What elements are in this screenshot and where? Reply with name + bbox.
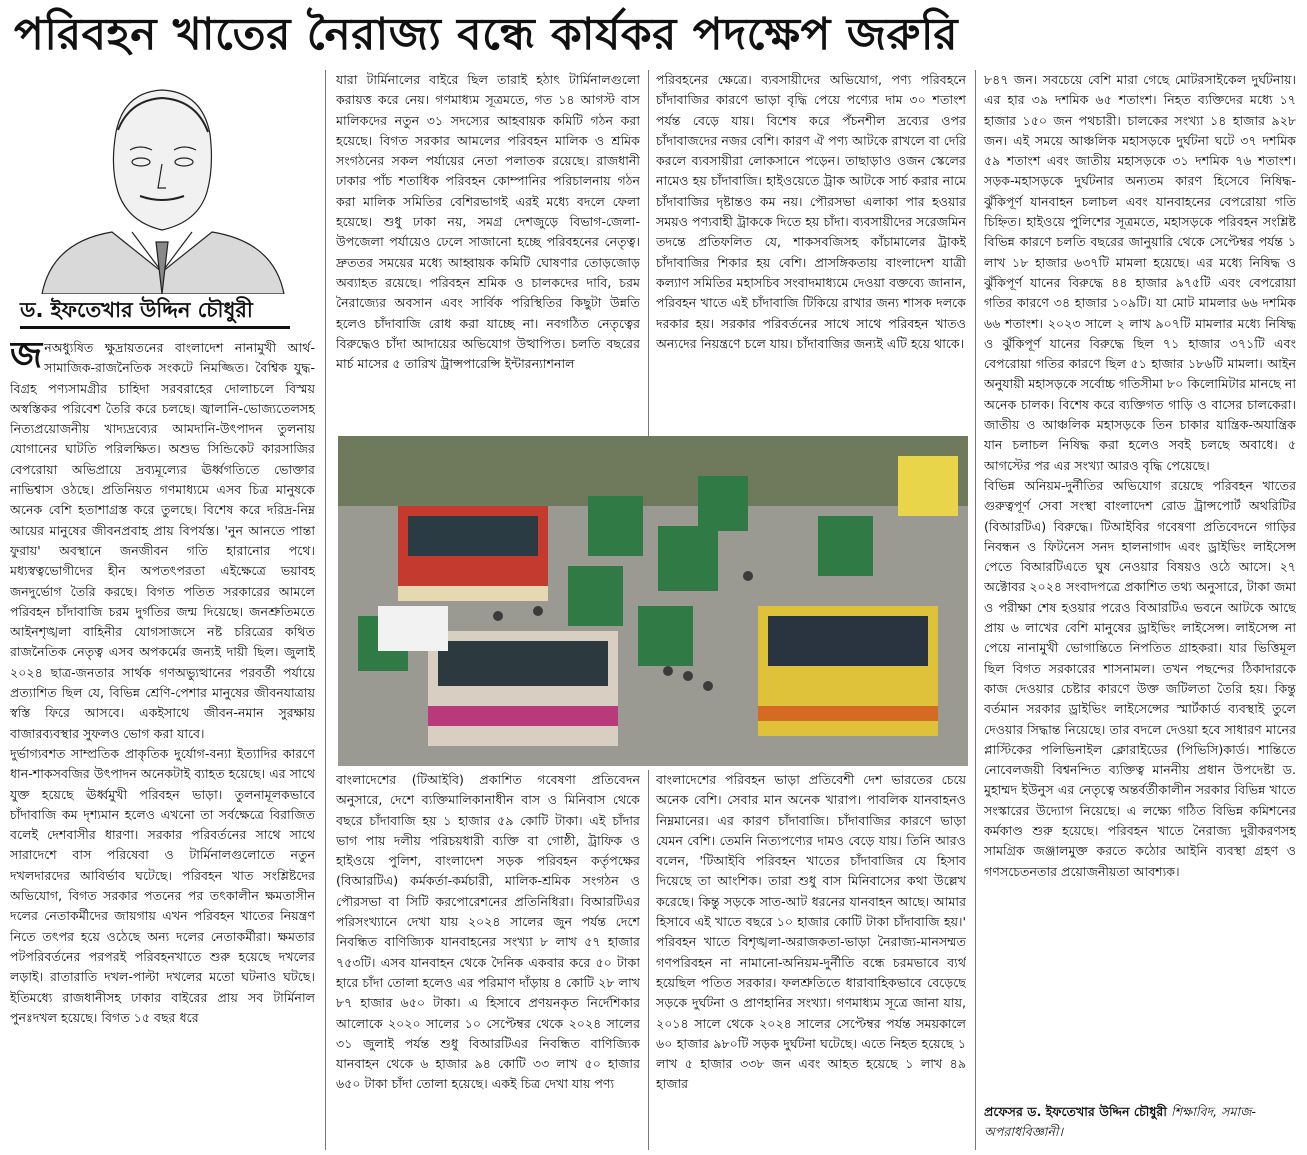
traffic-jam-photo [338, 436, 968, 766]
column-2-bottom [336, 770, 640, 1150]
paragraph-text: নঅধ্যুষিত ক্ষুদ্রায়তনের বাংলাদেশ নানামুখী আর্থ-সামাজিক-রাজনৈতিক সংকটে নিমজ্জিত। বৈশ্বিক যুদ্ধ-বিগ্রহ পণ্যসামগ্রীর চাহিদা সরবরাহের দোলাচলে বিস্ময় অস্বস্তিকর পরিবেশ তৈরি করে চলছে। জ্বালানি-ভোজ্যতেলসহ নিত্যপ্রয়োজনীয় খাদ্যদ্রব্যের আমদানি-উৎপাদন তুলনায় যোগানের ঘাটতি পরিলক্ষিত। অশুভ সিন্ডিকেট কারসাজির বেপরোয়া অভিপ্রায়ে দ্রব্যমূল্যের ঊর্ধ্বগতিতে ভোক্তার নাভিশ্বাস ওঠছে। প্রতিনিয়ত গণমাধ্যমে এসব চিত্র মানুষকে অনেক বেশি হতাশাগ্রস্ত করে তুলছে। বিশেষ করে দরিদ্র-নিম্ন আয়ের মানুষের জীবনপ্রবাহ প্রায় বিপর্যস্ত। 'নুন আনতে পান্তা ফুরায়' অবস্থানে জনজীবন গতি হারানোর পথে। মধ্যস্বত্বভোগীদের হীন অপতৎপরতা এইক্ষেত্রে ভয়াবহ জনদুর্ভোগ তৈরি করছে। বিগত পতিত সরকারের আমলে পরিবহন চাঁদাবাজি চরম দুর্গতির জন্ম দিয়েছে। জনশ্রুতিমতে আইনশৃঙ্খলা বাহিনীর যোগসাজসে নষ্ট চরিত্রের কথিত রাজনৈতিক নেতৃত্ব এসব অপকর্মের জন্যই দায়ী ছিল। জুলাই ২০২৪ ছাত্র-জনতার সার্থক গণঅভ্যুত্থানের পরবর্তী পর্যায়ে প্রত্যাশিত ছিল যে, বিভিন্ন শ্রেণি-পেশার মানুষের জীবনযাত্রায় স্বস্তি ফিরে আসবে। একইসাথে জীবন-নমান সুরক্ষায় বাজারব্যবস্থার সুফলও ভোগ করা যাবে। [10, 340, 315, 741]
column-3-bottom [656, 770, 966, 1150]
bus [398, 506, 548, 601]
author-signature [984, 1102, 1296, 1142]
dropcap: জ [10, 338, 43, 376]
author-byline: ড. ইফতেখার উদ্দিন চৌধুরী [20, 294, 290, 329]
column-rule [975, 70, 976, 1150]
headline: পরিবহন খাতের নৈরাজ্য বন্ধে কার্যকর পদক্ষেপ জরুরি [14, 9, 959, 60]
signature-name: প্রফেসর ড. ইফতেখার উদ্দিন চৌধুরী [984, 1104, 1167, 1119]
column-1 [10, 338, 315, 1150]
paragraph: যারা টার্মিনালের বাইরে ছিল তারাই হঠাৎ টার্মিনালগুলো করায়ত্ত করে নেয়। গণমাধ্যম সূত্রমতে, গত ১৪ আগস্ট বাস মালিকদের নতুন ৩১ সদস্যের আহবায়ক কমিটি গঠন করা হয়েছে। বিগত সরকার আমলের পরিবহন মালিক ও শ্রমিক সংগঠনের সকল পর্যায়ের নেতা পলাতক রয়েছে। রাজধানী ঢাকার পাঁচ শতাধিক পরিবহন কোম্পানির পরিচালনায় গঠন করা মালিক সমিতির বেশিরভাগই এরই মধ্যে বদলে ফেলা হয়েছে। শুধু ঢাকা নয়, সমগ্র দেশজুড়ে বিভাগ-জেলা-উপজেলা পর্যায়েও ঢেলে সাজানো হচ্ছে পরিবহনের নেতৃত্ব। দ্রুততর সময়ের মধ্যে আহ্বায়ক কমিটি ঘোষণার তোড়জোড় অব্যাহত রয়েছে। পরিবহন শ্রমিক ও চালকদের দাবি, চরম নৈরাজ্যের অবসান এবং সার্বিক পরিস্থিতির কিছুটা উন্নতি হলেও চাঁদাবাজি রোধ করা যাচ্ছে না। নবগঠিত নেতৃত্বের বিরুদ্ধেও চাঁদা আদায়ের অভিযোগ উত্থাপিত। চলতি বছরের মার্চ মাসের ৫ তারিখ ট্রান্সপারেন্সি ইন্টারন্যাশনাল [336, 72, 640, 372]
paragraph [10, 338, 315, 744]
paragraph: পরিবহনের ক্ষেত্রে। ব্যবসায়ীদের অভিযোগ, পণ্য পরিবহনে চাঁদাবাজির কারণে ভাড়া বৃদ্ধি পেয়ে পণ্যের দাম ৩০ শতাংশ পর্যন্ত বেড়ে যায়। বিশেষ করে পঁচনশীল দ্রব্যের ওপর চাঁদাবাজদের নজর বেশি। কারণ ঐ পণ্য আটকে রাখলে বা দেরি করলে ব্যবসায়ীরা লোকসানে পড়েন। তাছাড়াও ওজন স্কেলের নামেও হয় চাঁদাবাজি। হাইওয়েতে ট্রাক আটকে সার্চ করার নামে চাঁদাবাজির দৃষ্টান্তও কম নয়। পৌরসভা এলাকা পার হওয়ার সময়ও পণ্যবাহী ট্রাককে দিতে হয় চাঁদা। ব্যবসায়ীদের সরেজমিন তদন্তে প্রতিফলিত যে, শাকসবজিসহ কাঁচামালের ট্রাকই চাঁদাবাজির শিকার হয় বেশি। প্রাসঙ্গিকতায় বাংলাদেশ যাত্রী কল্যাণ সমিতির মহাসচিব সংবাদমাধ্যমে দেওয়া বক্তব্যে জানান, পরিবহন খাতে এই চাঁদাবাজি টিকিয়ে রাখার জন্য শাসক দলকে দরকার হয়। সরকার পরিবর্তনের সাথে সাথে পরিবহন খাতও অন্যদের নিয়ন্ত্রণে চলে যায়। চাঁদাবাজির জন্যই এটি হয়ে থাকে। [656, 72, 966, 351]
paragraph: বাংলাদেশের (টিআইবি) প্রকাশিত গবেষণা প্রতিবেদন অনুসারে, দেশে ব্যক্তিমালিকানাধীন বাস ও মিনিবাস থেকে বছরে চাঁদাবাজি হয় ১ হাজার ৫৯ কোটি টাকা। এই চাঁদার ভাগ পায় দলীয় পরিচয়ধারী ব্যক্তি বা গোষ্ঠী, ট্রাফিক ও হাইওয়ে পুলিশ, বাংলাদেশ সড়ক পরিবহন কর্তৃপক্ষের (বিআরটিএ) কর্মকর্তা-কর্মচারী, মালিক-শ্রমিক সংগঠন ও পৌরসভা বা সিটি করপোরেশনের প্রতিনিধিরা। বিআরটিএর পরিসংখ্যানে দেখা যায় ২০২৪ সালের জুন পর্যন্ত দেশে নিবন্ধিত বাণিজ্যিক যানবাহনের সংখ্যা ৮ লাখ ৫৭ হাজার ৭৫৩টি। এসব যানবাহন থেকে দৈনিক একবার করে ৫০ টাকা হারে চাঁদা তোলা হলেও এর পরিমাণ দাঁড়ায় ৪ কোটি ২৮ লাখ ৮৭ হাজার ৬৫০ টাকা। এ হিসাবে প্রণয়নকৃত নির্দেশিকার আলোকে ২০২০ সালের ১০ সেপ্টেম্বর থেকে ২০২৪ সালের ৩১ জুলাই পর্যন্ত শুধু বিআরটিএর নিবন্ধিত বাণিজ্যিক যানবাহন থেকে ৬ হাজার ৯৪ কোটি ৩৩ লাখ ৫০ হাজার ৬৫০ টাকা চাঁদা তোলা হয়েছে। একই চিত্র দেখা যায় পণ্য [336, 772, 640, 1092]
author-portrait [12, 72, 312, 294]
bus [758, 606, 938, 736]
paragraph: বাংলাদেশের পরিবহন ভাড়া প্রতিবেশী দেশ ভারতের চেয়ে অনেক বেশি। সেবার মান অনেক খারাপ। পাবলিক যানবাহনও নিম্নমানের। এর কারণ চাঁদাবাজি। চাঁদাবাজির কারণে ভাড়া যেমন বেশি। তেমনি নিত্যপণ্যের দামও বেড়ে যায়। তিনি আরও বলেন, 'টিআইবি পরিবহন খাতের চাঁদাবাজির যে হিসাব দিয়েছে তা আংশিক। তারা শুধু বাস মিনিবাসের কথা উল্লেখ করেছে। কিন্তু সড়কে সাত-আট ধরনের যানবাহন আছে। আমার হিসাবে এই খাতে বছরে ১০ হাজার কোটি টাকা চাঁদাবাজি হয়।' পরিবহন খাতে বিশৃঙ্খলা-অরাজকতা-ভাড়া নৈরাজ্য-মানসম্মত গণপরিবহন না নামানো-অনিয়ম-দুর্নীতি বন্ধে চরমভাবে ব্যর্থ হয়েছিল পতিত সরকার। ফলশ্রুতিতে ধারাবাহিকভাবে বেড়েছে সড়কে দুর্ঘটনা ও প্রাণহানির সংখ্যা। গণমাধ্যম সূত্রে জানা যায়, ২০১৪ সালে থেকে ২০২৪ সালের সেপ্টেম্বর পর্যন্ত সময়কালে ৬০ হাজার ৯৮০টি সড়ক দুর্ঘটনা ঘটেছে। এতে নিহত হয়েছে ১ লাখ ৫ হাজার ৩৩৮ জন এবং আহত হয়েছে ১ লাখ ৪৯ হাজার [656, 772, 966, 1092]
column-rule [325, 70, 326, 1150]
paragraph: বিভিন্ন অনিয়ম-দুর্নীতির অভিযোগ রয়েছে পরিবহন খাতের গুরুত্বপূর্ণ সেবা সংস্থা বাংলাদেশ রোড ট্রান্সপোর্ট অথরিটির (বিআরটিএ) বিরুদ্ধে। টিআইবির গবেষণা প্রতিবেদনে গাড়ির নিবন্ধন ও ফিটনেস সনদ হালনাগাদ এবং ড্রাইভিং লাইসেন্স পেতে বিআরটিএতে ঘুষ নেওয়ার বিষয়ও ওঠে আসে। ২৭ অক্টোবর ২০২৪ সংবাদপত্রে প্রকাশিত তথ্য অনুসারে, টাকা জমা ও পরীক্ষা শেষ হওয়ার পরেও বিআরটিএ ভবনে আটকে আছে প্রায় ৬ লাখের বেশি মানুষের ড্রাইভিং লাইসেন্স। লাইসেন্স না পেয়ে নানামুখী ভোগান্তিতে নিপতিত গ্রাহকরা। যার ভিত্তিমূল ছিল বিগত সরকারের শাসনামল। তখন পছন্দের ঠিকাদারকে কাজ দেওয়ার চেষ্টার কারণে উক্ত জটিলতা তৈরি হয়। কিন্তু বর্তমান সরকার ড্রাইভিং লাইসেন্সের স্মার্টকার্ড ব্যবস্থাই তুলে দেওয়ার সিদ্ধান্ত নিয়েছে। তার বদলে দেওয়া হবে সাধারণ মানের প্লাস্টিকের পলিভিনাইল ক্লোরাইডের (পিভিসি)কার্ড। শান্তিতে নোবেলজয়ী বিশ্বনন্দিত ব্যক্তিত্ব মাননীয় প্রধান উপদেষ্টা ড. মুহাম্মদ ইউনুস এর নেতৃত্বে অন্তর্বর্তীকালীন সরকার বিভিন্ন খাতে সংস্কারের উদ্যোগ নিয়েছে। এ লক্ষ্যে গঠিত বিভিন্ন কমিশনের কর্মকাণ্ড শুরু হয়েছে। পরিবহন খাতে নৈরাজ্য দুরীকরণসহ সামগ্রিক জঞ্জালমুক্ত করতে কঠোর আইনি ব্যবস্থা গ্রহণ ও গণসচেতনতার প্রয়োজনীয়তা আবশ্যক। [984, 477, 1296, 879]
column-3-top [656, 70, 966, 436]
paragraph: দুর্ভাগ্যবশত সাম্প্রতিক প্রাকৃতিক দুর্যোগ-বন্যা ইত্যাদির কারণে ধান-শাকসবজির উৎপাদন অনেকটাই ব্যাহত হয়েছে। এর সাথে যুক্ত হয়েছে ঊর্ধ্বমুখী পরিবহন ভাড়া। তুলনামূলকভাবে চাঁদাবাজি কম দৃশ্যমান হলেও এখনো তা সর্বক্ষেত্রে বিরাজিত বলেই দেশবাসীর ধারণা। সরকার পরিবর্তনের সাথে সাথে সারাদেশে বাস পরিষেবা ও টার্মিনালগুলোতে নতুন দখলদারদের আবির্ভাব ঘটেছে। পরিবহন খাত সংশ্লিষ্টদের অভিযোগ, বিগত সরকার পতনের পর তৎকালীন ক্ষমতাসীন দলের নেতাকর্মীদের জায়গায় এখন পরিবহন খাতের নিয়ন্ত্রণ নিতে তৎপর হয়ে ওঠেছে অন্য দলের নেতাকর্মীরা। ক্ষমতার পটপরিবর্তনের পরপরই পরিবহনখাতে শুরু হয়েছে দখলের লড়াই। রাতারাতি দখল-পাল্টা দখলের মতো ঘটনাও ঘটছে। ইতিমধ্যে রাজধানীসহ ঢাকার বাইরের প্রায় সব টার্মিনাল পুনঃদখল হয়েছে। বিগত ১৫ বছর ধরে [10, 745, 315, 1025]
column-rule [648, 70, 649, 436]
column-rule [648, 770, 649, 1150]
column-2-top [336, 70, 640, 436]
bus [428, 631, 618, 746]
column-4 [984, 70, 1296, 1100]
paragraph: ৮৪৭ জন। সবচেয়ে বেশি মারা গেছে মোটরসাইকেল দুর্ঘটনায়। এর হার ৩৯ দশমিক ৬৫ শতাংশ। নিহত ব্যক্তিদের মধ্যে ১৭ হাজার ১৫০ জন পথচারী। চালকের সংখ্যা ১৪ হাজার ৯২৮ জন। এই সময়ে আঞ্চলিক মহাসড়কে দুর্ঘটনা ঘটে ৩৭ দশমিক ৫৯ শতাংশ এবং জাতীয় মহাসড়কে ৩১ দশমিক ৭৬ শতাংশ। সড়ক-মহাসড়কে দুর্ঘটনার অন্যতম কারণ হিসেবে নিষিদ্ধ-ঝুঁকিপূর্ণ যানবাহন চলাচল এবং যানবাহনের বেপরোয়া গতি চিহ্নিত। হাইওয়ে পুলিশের সূত্রমতে, মহাসড়কে পরিবহন সংশ্লিষ্ট বিভিন্ন কারণে চলতি বছরের জানুয়ারি থেকে সেপ্টেম্বর পর্যন্ত ১ লাখ ১৮ হাজার ৬৩৭টি মামলা হয়েছে। এর মধ্যে নিষিদ্ধ ও ঝুঁকিপূর্ণ যানের বিরুদ্ধে ৪৪ হাজার ৯৭৫টি এবং বেপরোয়া গতির কারণে ৩৪ হাজার ১০৯টি। যা মোট মামলার ৬৬ দশমিক ৬৬ শতাংশ। ২০২৩ সালে ২ লাখ ৯০৭টি মামলার মধ্যে নিষিদ্ধ ও ঝুঁকিপূর্ণ যানের বিরুদ্ধে ছিল ৭১ হাজার ৩৭১টি এবং বেপরোয়া গতির কারণে ছিল ৫১ হাজার ১৮৬টি মামলা। আইন অনুযায়ী মহাসড়কে সর্বোচ্চ গতিসীমা ৮০ কিলোমিটার মানছে না অনেক চালক। বিশেষ করে ব্যক্তিগত গাড়ি ও বাসের চালকেরা। জাতীয় ও আঞ্চলিক মহাসড়কে তিন চাকার যান্ত্রিক-অযান্ত্রিক যান চলাচল নিষিদ্ধ করা হলেও সবই চলছে অবাধে। ৫ আগস্টের পর এর সংখ্যা আরও বৃদ্ধি পেয়েছে। [984, 72, 1296, 473]
signature-role: শিক্ষাবিদ, সমাজ-অপরাধবিজ্ঞানী। [984, 1104, 1256, 1139]
